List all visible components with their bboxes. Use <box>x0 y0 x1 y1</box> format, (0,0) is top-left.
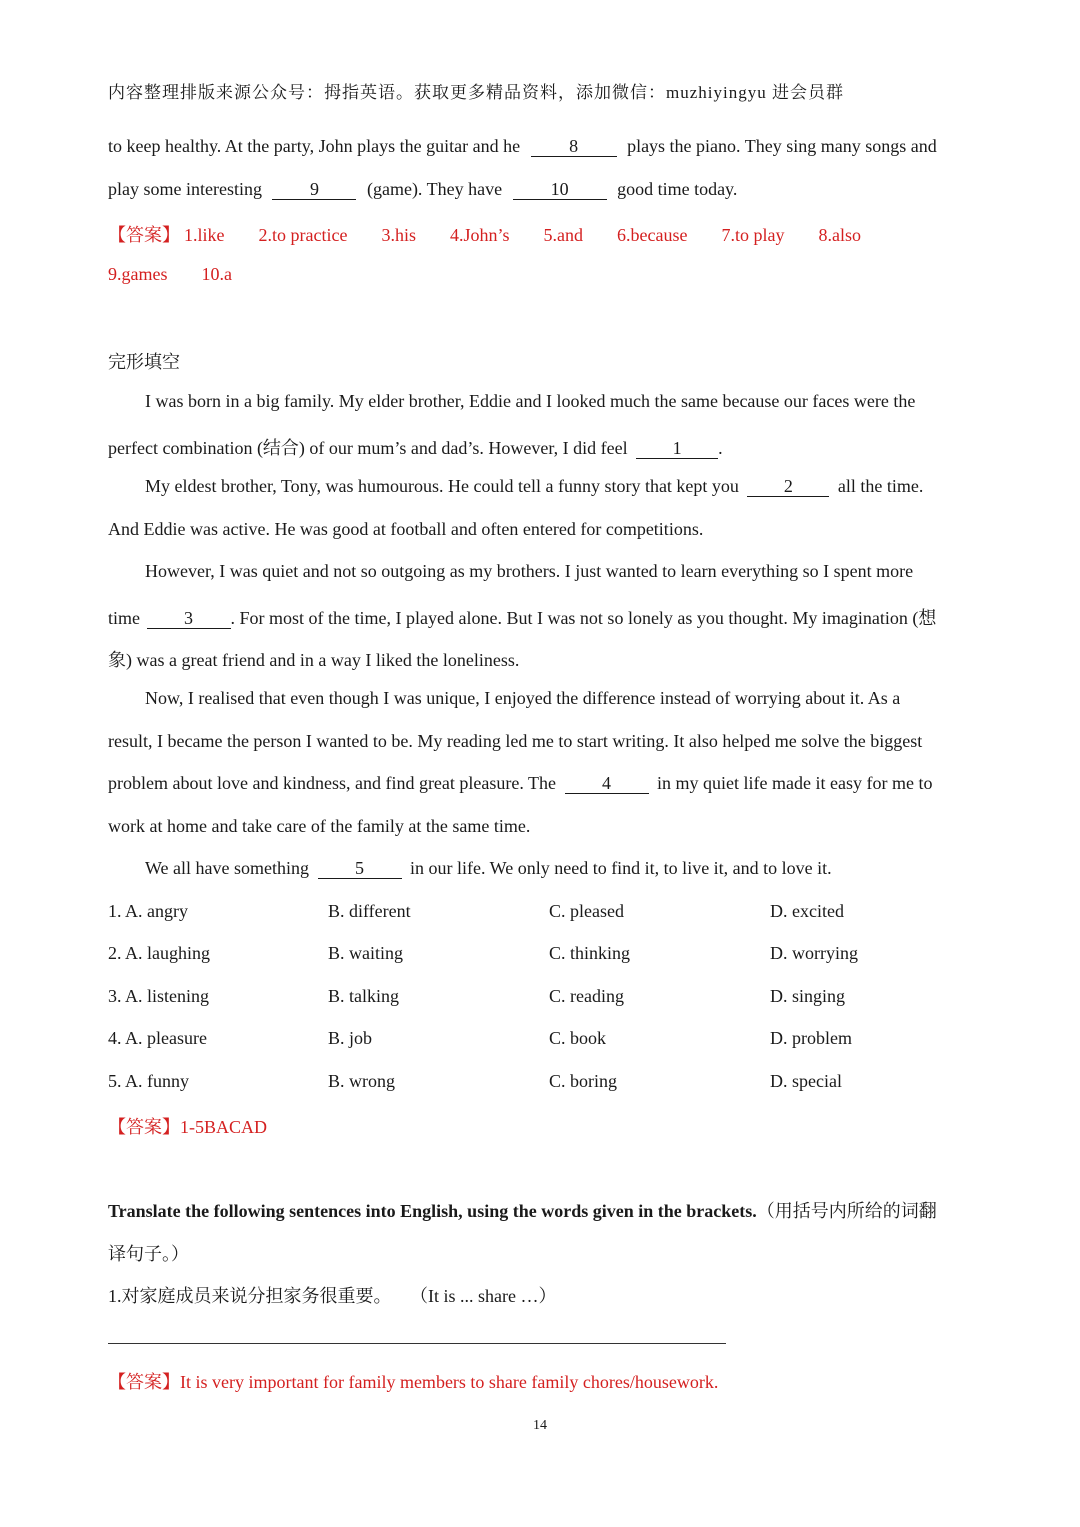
answer-value: It is very important for family members to share family chores/housework. <box>180 1372 719 1392</box>
answer-item: 3.his <box>381 225 416 245</box>
answer-item: 9.games <box>108 264 168 284</box>
option-row <box>108 1028 988 1054</box>
answer-key <box>108 1113 988 1139</box>
option: B. job <box>328 1028 373 1048</box>
text: to keep healthy. At the party, John plays the guitar and he <box>108 136 521 156</box>
text: good time today. <box>617 179 738 199</box>
text: . For most of the time, I played alone. But I was not so lonely as you thought. My imagination (想 <box>230 608 937 628</box>
text: time <box>108 608 140 628</box>
blank-5: 5 <box>318 858 402 879</box>
passage-line <box>108 179 988 200</box>
option: 4. A. pleasure <box>108 1028 207 1048</box>
text: perfect combination (结合) of our mum’s and dad’s. However, I did feel <box>108 438 628 458</box>
passage-line <box>145 476 1025 497</box>
text: in my quiet life made it easy for me to <box>657 773 933 793</box>
option-row <box>108 986 988 1012</box>
answer-key <box>108 221 988 247</box>
answer-item: 7.to play <box>721 225 785 245</box>
answer-label: 【答案】 <box>108 1117 180 1137</box>
passage-line: 象) was a great friend and in a way I liked the loneliness. <box>108 650 520 670</box>
text: all the time. <box>837 476 924 496</box>
answer-item: 10.a <box>201 264 232 284</box>
blank-8: 8 <box>531 136 617 157</box>
option: 1. A. angry <box>108 901 188 921</box>
answer-label: 【答案】 <box>108 225 180 245</box>
page-number: 14 <box>533 1418 547 1433</box>
text: We all have something <box>145 858 310 878</box>
option: C. reading <box>549 986 624 1006</box>
answer-label: 【答案】 <box>108 1372 180 1392</box>
question-text: 1.对家庭成员来说分担家务很重要。 <box>108 1286 392 1306</box>
passage-line <box>108 136 988 157</box>
text: in our life. We only need to find it, to live it, and to love it. <box>410 858 832 878</box>
source-header: 内容整理排版来源公众号：拇指英语。获取更多精品资料，添加微信：muzhiyingyu 进会员群 <box>108 83 844 102</box>
text: play some interesting <box>108 179 262 199</box>
passage-line: work at home and take care of the family at the same time. <box>108 816 531 836</box>
passage-line: And Eddie was active. He was good at football and often entered for competitions. <box>108 519 704 539</box>
blank-9: 9 <box>272 179 356 200</box>
text: problem about love and kindness, and find great pleasure. The <box>108 773 557 793</box>
passage-line <box>145 858 1025 879</box>
answer-item: 5.and <box>543 225 583 245</box>
answer-item: 8.also <box>818 225 861 245</box>
blank-10: 10 <box>513 179 607 200</box>
option: D. excited <box>770 901 844 921</box>
text: (game). They have <box>366 179 503 199</box>
passage-line <box>108 773 988 794</box>
option: D. singing <box>770 986 846 1006</box>
option: D. worrying <box>770 943 858 963</box>
instruction-text: Translate the following sentences into English, using the words given in the brackets. <box>108 1201 757 1221</box>
passage-line <box>108 604 988 630</box>
passage-line: However, I was quiet and not so outgoing as my brothers. I just wanted to learn everything so I spent more <box>145 561 914 581</box>
option: 2. A. laughing <box>108 943 210 963</box>
blank-3: 3 <box>147 608 231 629</box>
text: My eldest brother, Tony, was humourous. He could tell a funny story that kept you <box>145 476 739 496</box>
answer-item: 2.to practice <box>258 225 348 245</box>
instructions: 译句子。） <box>108 1244 189 1264</box>
option: 5. A. funny <box>108 1071 189 1091</box>
option: D. problem <box>770 1028 852 1048</box>
passage-line: perfect combination (结合) of our mum’s and dad’s. However, I did feel 1 . <box>108 438 723 458</box>
blank-1: 1 <box>636 438 718 459</box>
translation-question <box>108 1282 988 1308</box>
question-hint: （It is ... share …） <box>410 1286 557 1306</box>
blank-4: 4 <box>565 773 649 794</box>
passage-line: result, I became the person I wanted to be. My reading led me to start writing. It also helped me solve the biggest <box>108 731 923 751</box>
passage-line: Now, I realised that even though I was unique, I enjoyed the difference instead of worrying about it. As a <box>145 688 901 708</box>
option: 3. A. listening <box>108 986 210 1006</box>
answer-item: 1.like <box>184 225 225 245</box>
answer-line <box>108 1343 726 1344</box>
option-row <box>108 943 988 969</box>
option: C. pleased <box>549 901 624 921</box>
blank-2: 2 <box>747 476 829 497</box>
answer-key <box>108 264 988 285</box>
option-row <box>108 901 988 927</box>
option: C. thinking <box>549 943 631 963</box>
option: C. boring <box>549 1071 618 1091</box>
option: C. book <box>549 1028 607 1048</box>
option-row <box>108 1071 988 1097</box>
instructions <box>108 1197 988 1223</box>
instruction-text-cn: （用括号内所给的词翻 <box>756 1201 937 1221</box>
option: B. talking <box>328 986 399 1006</box>
option: D. special <box>770 1071 842 1091</box>
answer-item: 6.because <box>617 225 688 245</box>
option: B. different <box>328 901 411 921</box>
option: B. wrong <box>328 1071 395 1091</box>
answer-value: 1-5BACAD <box>180 1117 268 1137</box>
passage-line: I was born in a big family. My elder brother, Eddie and I looked much the same because our faces were the <box>145 391 916 411</box>
section-title: 完形填空 <box>108 352 180 372</box>
option: B. waiting <box>328 943 403 963</box>
answer-item: 4.John’s <box>449 225 510 245</box>
text: plays the piano. They sing many songs and <box>627 136 937 156</box>
answer-key <box>108 1368 988 1394</box>
